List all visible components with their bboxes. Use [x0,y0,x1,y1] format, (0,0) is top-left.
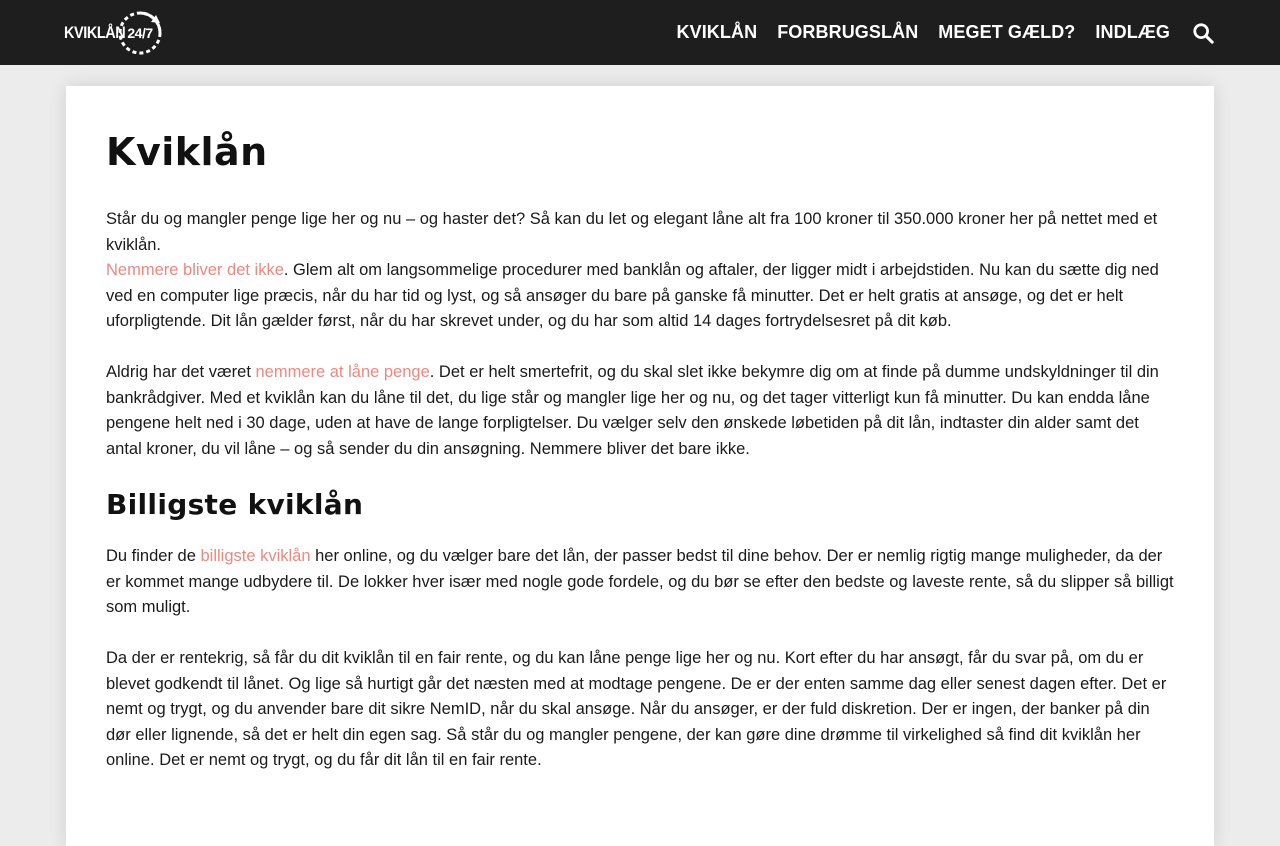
section-heading-block [106,488,1176,521]
link-nemmere-bliver-det-ikke[interactable]: Nemmere bliver det ikke [106,261,284,279]
nav-item-indlaeg[interactable]: INDLÆG [1095,22,1170,42]
logo-badge: 24/7 [127,25,153,41]
paragraph-5: Da der er rentekrig, så får du dit kviklån til en fair rente, og du kan låne penge lige her og nu. Kort efter du har ansøgt, får du svar på, om du er blevet godkendt til lånet. Og lige så hurtigt går det næsten med at modtage pengene. De er der enten samme dag eller senest dagen efter. Det er nemt og trygt, og du anvender bare dit sikre NemID, når du skal ansøge. Når du ansøger, er der fuld diskretion. Der er ingen, der banker på din dør eller lignende, så det er helt din egen sag. Så står du og mangler pengene, der kan gøre dine drømme til virkelighed så find dit kviklån her online. Det er nemt og trygt, og du får dit lån til en fair rente. [106,649,1167,769]
nav-item-meget-gaeld[interactable]: MEGET GÆLD? [938,22,1076,42]
page-title: Kviklån [106,130,268,174]
paragraph-5-block [106,646,1176,774]
nav-item-kviklaan[interactable]: KVIKLÅN [676,22,758,42]
paragraph-4-block [106,544,1176,621]
section-heading: Billigste kviklån [106,488,364,521]
paragraph-3: Aldrig har det været nemmere at låne penge. Det er helt smertefrit, og du skal slet ikke bekymre dig om at finde på dumme undskyldninger til din bankrådgiver. Med et kviklån kan du låne til det, du lige står og mangler lige her og nu, og det tager vitterligt kun få minutter. Du kan endda låne pengene helt ned i 30 dage, uden at have de lange forpligtelser. Du vælger selv den ønskede løbetiden på dit lån, indtaster din alder samt det antal kroner, du vil låne – og så sender du din ansøgning. Nemmere bliver det bare ikke. [106,363,1159,458]
search-icon[interactable] [1192,22,1214,44]
link-billigste-kviklaan[interactable]: billigste kviklån [200,547,311,565]
main-nav [657,0,1215,65]
nav-item-forbrugslaan[interactable]: FORBRUGSLÅN [777,22,919,42]
intro-text [106,207,1176,335]
site-logo[interactable] [64,9,153,57]
link-nemmere-at-laane-penge[interactable]: nemmere at låne penge [255,363,430,381]
paragraph-2: Nemmere bliver det ikke. Glem alt om langsommelige procedurer med banklån og aftaler, der ligger midt i arbejdstiden. Nu kan du sætte dig ned ved en computer lige præcis, når du har tid og lyst, og så ansøger du bare på ganske få minutter. Det er helt gratis at ansøge, og det er helt uforpligtende. Dit lån gælder først, når du har skrevet under, og du har som altid 14 dages fortrydelsesret på dit køb. [106,261,1159,330]
paragraph-3-block [106,360,1176,462]
article-card [66,86,1214,846]
logo-text: KVIKLÅN [64,23,126,42]
site-header [0,0,1280,65]
paragraph-1: Står du og mangler penge lige her og nu – og haster det? Så kan du let og elegant låne alt fra 100 kroner til 350.000 kroner her på nettet med et kviklån. [106,210,1158,254]
paragraph-4: Du finder de billigste kviklån her online, og du vælger bare det lån, der passer bedst til dine behov. Der er nemlig rigtig mange muligheder, da der er kommet mange udbydere til. De lokker hver især med nogle gode fordele, og du bør se efter den bedste og laveste rente, så du slipper så billigt som muligt. [106,547,1174,616]
